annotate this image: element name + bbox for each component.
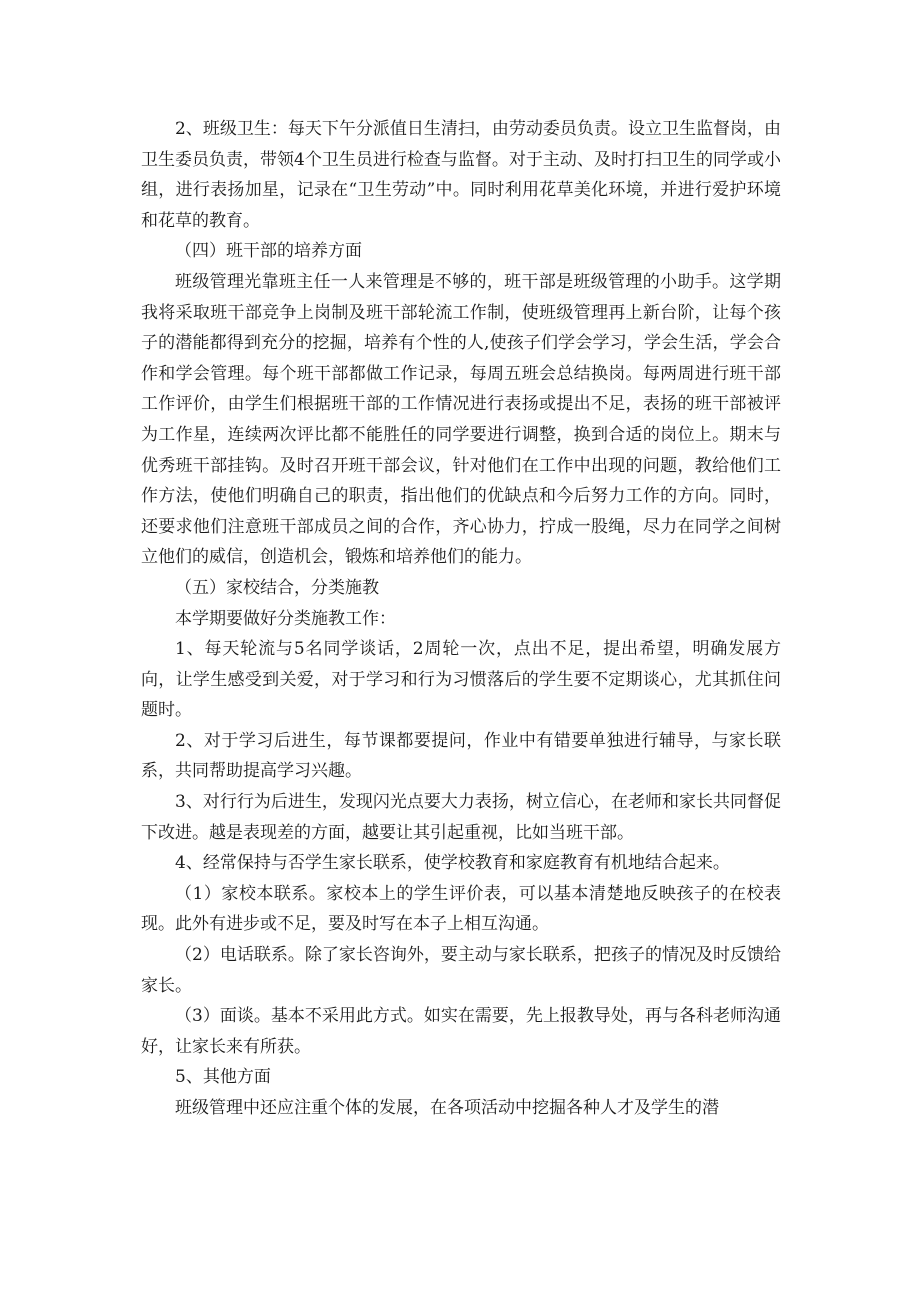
paragraph-item-1: 1、每天轮流与5名同学谈话，2周轮一次，点出不足，提出希望，明确发展方向，让学生感受到关爱，对于学习和行为习惯落后的学生要不定期谈心，尤其抓住问题时。 [141, 639, 781, 721]
section-heading-other: 5、其他方面 [175, 1067, 271, 1088]
paragraph-other: 班级管理中还应注重个体的发展，在各项活动中挖掘各种人才及学生的潜 [175, 1098, 719, 1118]
section-heading-home-school: （五）家校结合，分类施教 [175, 577, 379, 598]
paragraph-intro-classified-teaching: 本学期要做好分类施教工作： [175, 608, 396, 629]
document-body [141, 114, 781, 1124]
section-heading-cadre-training: （四）班干部的培养方面 [175, 241, 362, 262]
paragraph-item-3: 3、对行行为后进生，发现闪光点要大力表扬，树立信心，在老师和家长共同督促下改进。越是表现差的方面，越要让其引起重视，比如当班干部。 [141, 792, 781, 843]
paragraph-item-4: 4、经常保持与否学生家长联系，使学校教育和家庭教育有机地结合起来。 [175, 853, 730, 874]
paragraph-subitem-1: （1）家校本联系。家校本上的学生评价表，可以基本清楚地反映孩子的在校表现。此外有进步或不足，要及时写在本子上相互沟通。 [141, 883, 781, 935]
paragraph-subitem-3: （3）面谈。基本不采用此方式。如实在需要，先上报教导处，再与各科老师沟通好，让家长来有所获。 [141, 1006, 781, 1057]
paragraph-class-hygiene: 2、班级卫生：每天下午分派值日生清扫，由劳动委员负责。设立卫生监督岗，由卫生委员负责，带领4个卫生员进行检查与监督。对于主动、及时打扫卫生的同学或小组，进行表扬加星，记录在“卫生劳动”中。同时利用花草美化环境，并进行爱护环境和花草的教育。 [141, 119, 781, 231]
paragraph-cadre-training: 班级管理光靠班主任一人来管理是不够的，班干部是班级管理的小助手。这学期我将采取班干部竞争上岗制及班干部轮流工作制，使班级管理再上新台阶，让每个孩子的潜能都得到充分的挖掘，培养有个性的人,使孩子们学会学习，学会生活，学会合作和学会管理。每个班干部都做工作记录，每周五班会总结换岗。每两周进行班干部工作评价，由学生们根据班干部的工作情况进行表扬或提出不足，表扬的班干部被评为工作星，连续两次评比都不能胜任的同学要进行调整，换到合适的岗位上。期末与优秀班干部挂钩。及时召开班干部会议，针对他们在工作中出现的问题，教给他们工作方法，使他们明确自己的职责，指出他们的优缺点和今后努力工作的方向。同时，还要求他们注意班干部成员之间的合作，齐心协力，拧成一股绳，尽力在同学之间树立他们的威信，创造机会，锻炼和培养他们的能力。 [141, 271, 781, 568]
paragraph-subitem-2: （2）电话联系。除了家长咨询外，要主动与家长联系，把孩子的情况及时反馈给家长。 [141, 945, 781, 996]
paragraph-item-2: 2、对于学习后进生，每节课都要提问，作业中有错要单独进行辅导，与家长联系，共同帮助提高学习兴趣。 [141, 730, 781, 782]
